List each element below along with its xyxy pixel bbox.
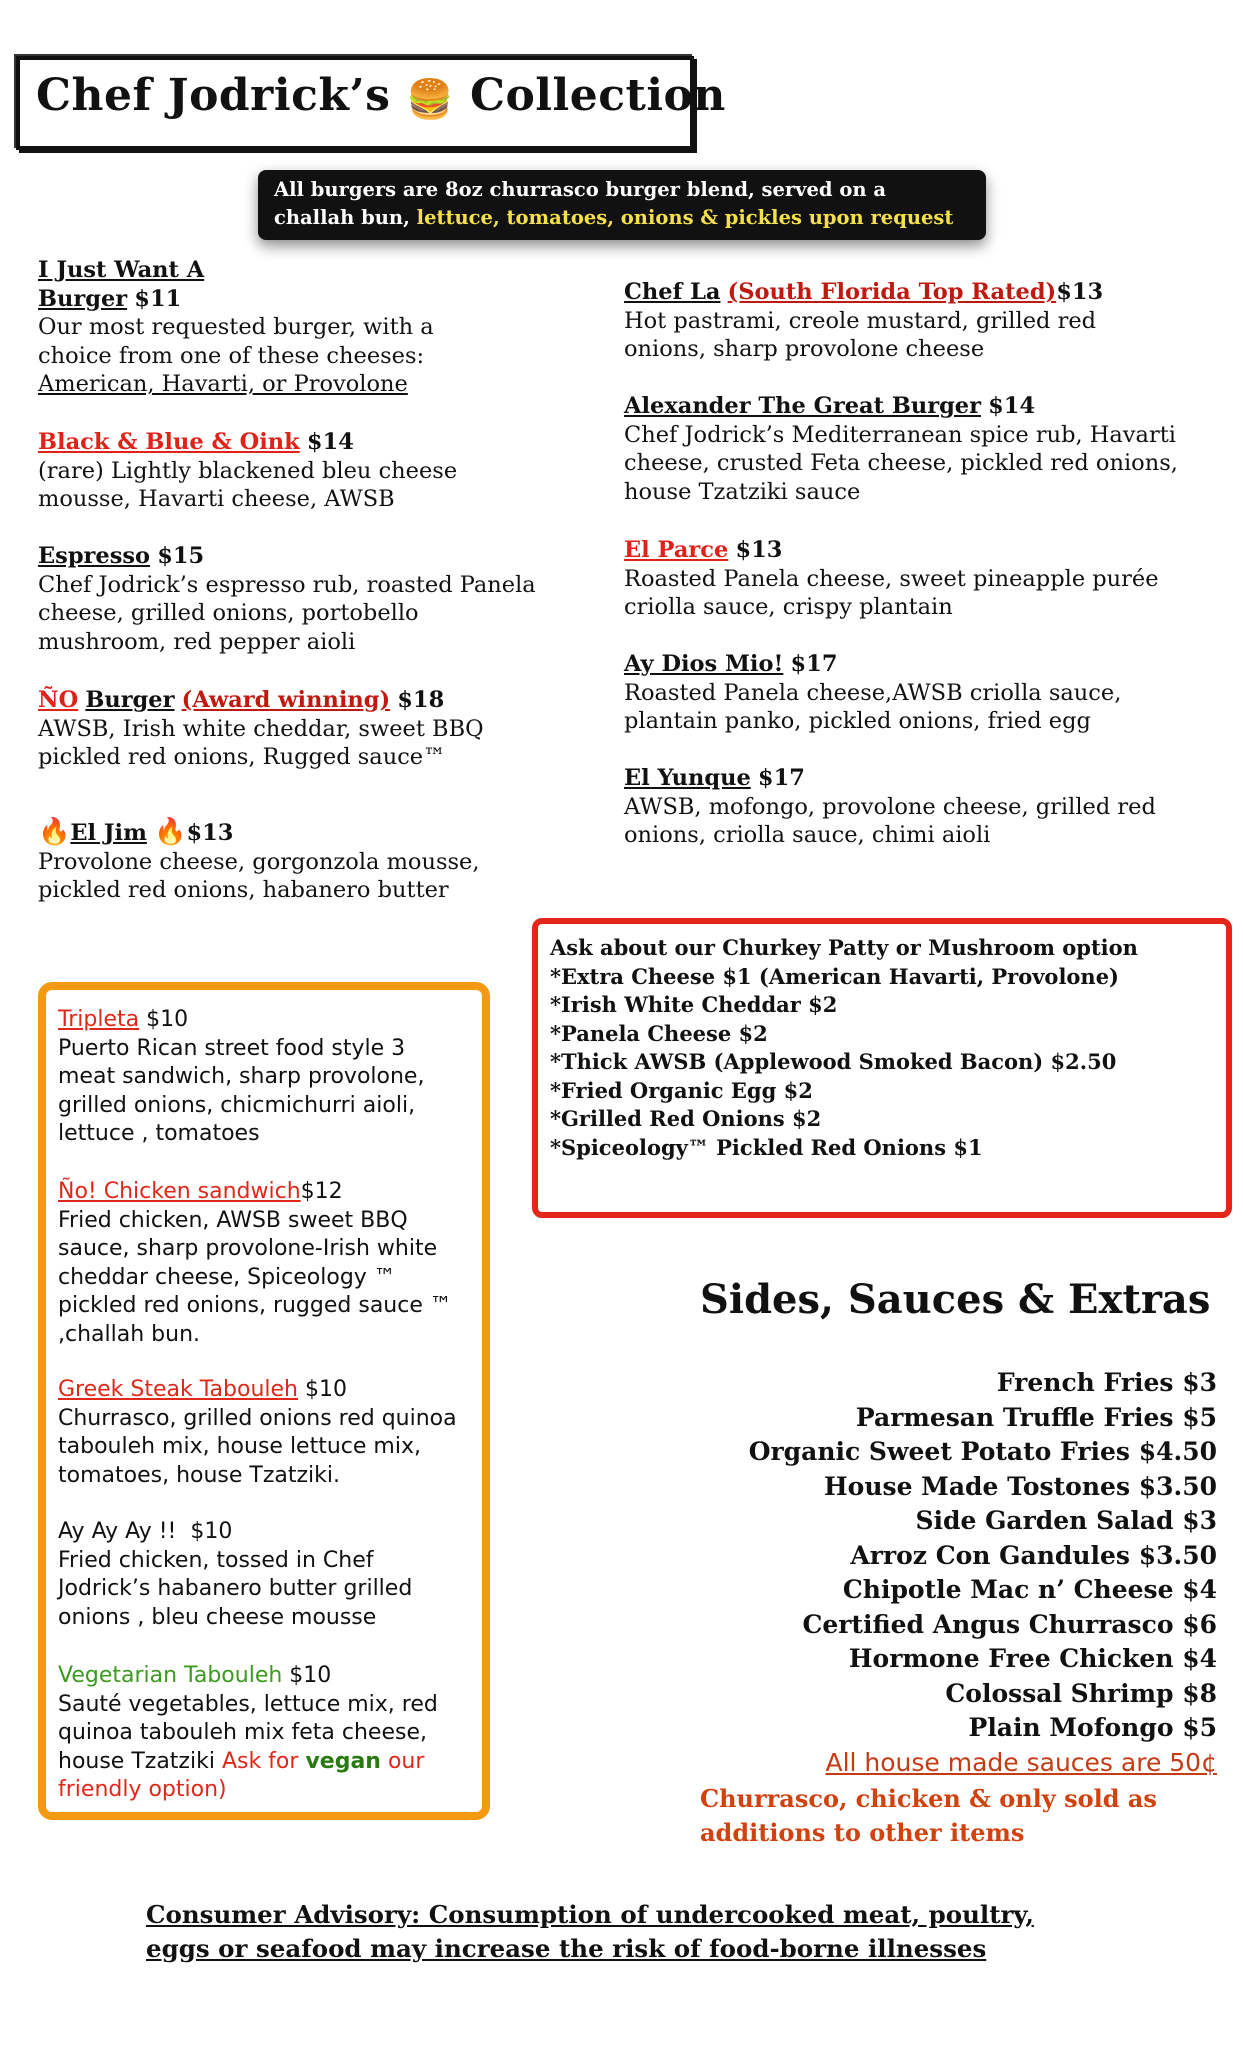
item-name: El Jim [70, 820, 147, 846]
side-item: Side Garden Salad $3 [915, 1506, 1217, 1535]
sandwich-item [58, 1662, 468, 1805]
item-price: $10 [298, 1377, 347, 1402]
item-description: Roasted Panela cheese,AWSB criolla sauce, plantain panko, pickled onions, fried egg [624, 679, 1122, 734]
sauces-note: All house made sauces are 50¢ [825, 1748, 1217, 1777]
item-description: (rare) Lightly blackened bleu cheese mousse, Havarti cheese, AWSB [38, 457, 458, 512]
item-description: Roasted Panela cheese, sweet pineapple purée criolla sauce, crispy plantain [624, 565, 1159, 620]
menu-item [38, 428, 518, 514]
item-name: Burger [85, 687, 175, 713]
top-rated-badge: (South Florida Top Rated) [727, 279, 1057, 305]
item-price: $14 [988, 393, 1036, 419]
title-right: Collection [469, 70, 726, 121]
option-item: *Fried Organic Egg $2 [550, 1077, 813, 1103]
item-description: Fried chicken, AWSB sweet BBQ sauce, sharp provolone-Irish white cheddar cheese, Spiceology ™ pickled red onions, rugged sauce ™ ,challah bun. [58, 1207, 452, 1347]
item-name: El Parce [624, 537, 729, 563]
side-item: House Made Tostones $3.50 [824, 1471, 1217, 1501]
options-heading: Ask about our Churkey Patty or Mushroom option [550, 935, 1138, 960]
menu-item [624, 392, 1184, 506]
option-item: *Irish White Cheddar $2 [550, 992, 838, 1017]
option-item: *Thick AWSB (Applewood Smoked Bacon) $2.50 [550, 1049, 1117, 1074]
menu-item [38, 256, 578, 399]
item-name: Espresso [38, 543, 151, 569]
item-description: Hot pastrami, creole mustard, grilled red onions, sharp provolone cheese [624, 307, 1097, 362]
side-item: Certified Angus Churrasco $6 [802, 1609, 1217, 1639]
item-name: El Yunque [624, 765, 751, 791]
item-description: Our most requested burger, with a choice from one of these cheeses: [38, 314, 434, 369]
menu-item [38, 818, 538, 905]
item-price: $11 [134, 285, 182, 312]
side-item: Colossal Shrimp $8 [945, 1678, 1217, 1708]
item-price: $13 [186, 820, 234, 846]
item-price: $17 [790, 651, 838, 677]
item-description: AWSB, Irish white cheddar, sweet BBQ pickled red onions, Rugged sauce™ [38, 715, 484, 770]
item-price: $18 [397, 687, 445, 713]
additions-line-2: additions to other items [700, 1818, 1025, 1847]
item-name: Tripleta [58, 1007, 140, 1032]
banner-line-2 [274, 204, 986, 232]
fire-icon: 🔥 [38, 817, 71, 847]
menu-item [38, 542, 538, 656]
advisory-line-1: Consumer Advisory: Consumption of undercooked meat, poultry, [146, 1900, 1034, 1929]
sandwich-item [58, 1006, 468, 1149]
banner-line-2-white: challah bun, [274, 206, 417, 229]
side-item: Parmesan Truffle Fries $5 [855, 1402, 1217, 1432]
item-name: Vegetarian Tabouleh [58, 1663, 283, 1688]
option-item: *Panela Cheese $2 [550, 1020, 768, 1046]
item-name: Black & Blue & Oink [38, 429, 300, 455]
item-name: Burger [38, 285, 128, 312]
item-price: $13 [1056, 279, 1104, 305]
menu-item [624, 536, 1184, 622]
banner-line-1: All burgers are 8oz churrasco burger blend, served on a [274, 178, 886, 201]
item-price: $10 [282, 1663, 332, 1688]
sandwich-item [58, 1376, 468, 1490]
side-item: Organic Sweet Potato Fries $4.50 [748, 1437, 1217, 1466]
item-description: Fried chicken, tossed in Chef Jodrick’s habanero butter grilled onions , bleu cheese mousse [58, 1547, 413, 1630]
side-item: Chipotle Mac n’ Cheese $4 [842, 1575, 1217, 1604]
item-description: Churrasco, grilled onions red quinoa tabouleh mix, house lettuce mix, tomatoes, house Tzatziki. [58, 1405, 457, 1488]
sides-list [749, 1366, 1217, 1746]
item-description: AWSB, mofongo, provolone cheese, grilled red onions, criolla sauce, chimi aioli [624, 793, 1156, 848]
item-price: $12 [300, 1179, 343, 1204]
item-price: $13 [735, 537, 783, 563]
vegan-note: Ask for [221, 1748, 306, 1774]
item-name: Ño! Chicken sandwich [58, 1179, 301, 1204]
page-title [36, 70, 726, 122]
fire-icon: 🔥 [154, 817, 187, 847]
item-name: I Just Want A [38, 257, 205, 283]
item-name: Chef La [624, 279, 721, 305]
side-item: Arroz Con Gandules $3.50 [850, 1540, 1217, 1570]
item-description: Chef Jodrick’s Mediterranean spice rub, Havarti cheese, crusted Feta cheese, pickled red onions, house Tzatziki sauce [624, 421, 1178, 505]
item-description: Provolone cheese, gorgonzola mousse, pickled red onions, habanero butter [38, 848, 480, 903]
item-name: Greek Steak Tabouleh [58, 1377, 298, 1402]
option-item: *Extra Cheese $1 (American Havarti, Provolone) [550, 963, 1119, 989]
menu-item [624, 650, 1184, 736]
advisory-line-2: eggs or seafood may increase the risk of food-borne illnesses [146, 1934, 987, 1963]
option-item: *Spiceology™ Pickled Red Onions $1 [550, 1134, 983, 1160]
item-description: Sauté vegetables, lettuce mix, red quinoa tabouleh mix feta cheese, house Tzatziki [58, 1691, 438, 1774]
item-price: $14 [306, 429, 354, 455]
additions-note [700, 1782, 1157, 1850]
title-box [16, 56, 726, 150]
title-left: Chef Jodrick’s [36, 70, 391, 121]
vegan-note-end: our friendly option) [58, 1748, 425, 1802]
menu-item [624, 764, 1184, 850]
item-description: Puerto Rican street food style 3 meat sandwich, sharp provolone, grilled onions, chicmichurri aioli, lettuce , tomatoes [58, 1035, 425, 1146]
vegan-label: vegan [305, 1748, 381, 1774]
banner-line-2-yellow: lettuce, tomatoes, onions & pickles upon request [416, 206, 954, 229]
menu-item [624, 278, 1184, 364]
item-description: Chef Jodrick’s espresso rub, roasted Panela cheese, grilled onions, portobello mushroom, red pepper aioli [38, 571, 536, 655]
item-name: Ay Ay Ay !! $10 [58, 1519, 233, 1544]
item-name-accent: ÑO [38, 687, 79, 713]
side-item: Plain Mofongo $5 [968, 1713, 1217, 1742]
menu-item [38, 686, 538, 772]
item-price: $17 [757, 765, 805, 791]
item-name: Alexander The Great Burger [624, 393, 981, 419]
burger-icon: 🍔 [406, 75, 455, 121]
item-name: Ay Dios Mio! [624, 651, 784, 677]
consumer-advisory [146, 1898, 1034, 1966]
option-item: *Grilled Red Onions $2 [550, 1106, 822, 1131]
award-badge: (Award winning) [181, 687, 391, 713]
side-item: French Fries $3 [996, 1368, 1217, 1397]
sandwich-item [58, 1178, 478, 1349]
cheese-options: American, Havarti, or Provolone [38, 371, 408, 397]
additions-line-1: Churrasco, chicken & only sold as [700, 1784, 1157, 1813]
item-price: $15 [157, 543, 205, 569]
burger-info-banner [258, 170, 986, 240]
options-list [550, 934, 1138, 1162]
sandwich-item [58, 1518, 468, 1632]
item-price: $10 [139, 1007, 189, 1032]
sides-heading: Sides, Sauces & Extras [700, 1276, 1211, 1323]
side-item: Hormone Free Chicken $4 [848, 1644, 1217, 1673]
